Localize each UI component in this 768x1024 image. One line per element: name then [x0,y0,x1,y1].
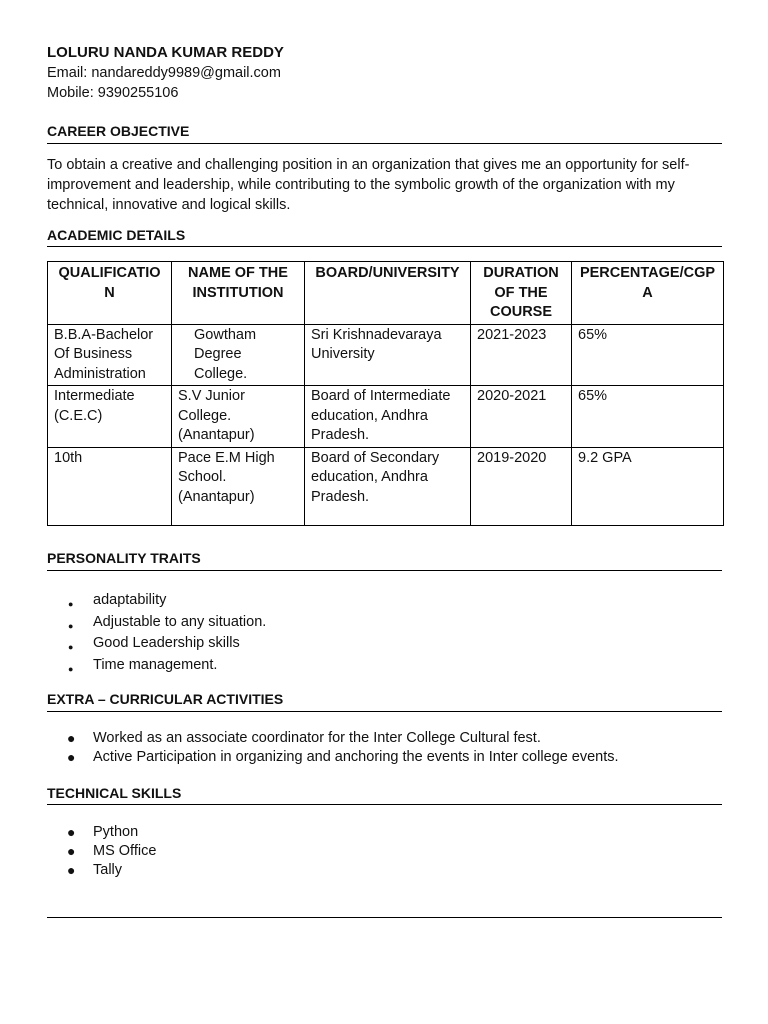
cell-percentage: 65% [572,386,724,448]
cell-duration: 2021-2023 [471,324,572,386]
technical-skills-heading: TECHNICAL SKILLS [47,785,182,801]
footer-divider [47,917,722,918]
list-item: ● Python [67,824,139,840]
mobile-line: Mobile: 9390255106 [47,85,179,101]
extra-curricular-heading: EXTRA – CURRICULAR ACTIVITIES [47,691,284,707]
cell-institution: Pace E.M High School. (Anantapur) [172,447,305,525]
col-header-institution: NAME OF THE INSTITUTION [172,262,305,325]
list-item: ● adaptability [47,590,266,612]
cell-board: Board of Intermediate education, Andhra Pradesh. [305,386,471,448]
list-item: ● Time management. [47,655,266,677]
cell-duration: 2019-2020 [471,447,572,525]
bullet-icon: ● [67,843,76,859]
list-item: ● Worked as an associate coordinator for the Inter College Cultural fest. [67,730,541,746]
academic-details-heading: ACADEMIC DETAILS [47,227,186,243]
academic-table [47,261,724,526]
cell-percentage: 65% [572,324,724,386]
list-item: ● Good Leadership skills [47,633,266,655]
list-item: ● MS Office [67,843,157,859]
col-header-board: BOARD/UNIVERSITY [305,262,471,325]
list-item: ● Adjustable to any situation. [47,612,266,634]
section-divider [47,570,722,571]
cell-institution: S.V Junior College. (Anantapur) [172,386,305,448]
candidate-name: LOLURU NANDA KUMAR REDDY [47,44,284,61]
table-row [48,447,724,525]
cell-board: Sri Krishnadevaraya University [305,324,471,386]
career-objective-text: To obtain a creative and challenging position in an organization that gives me an opportunity for self-improvement and leadership, while contributing to the symbolic growth of the organization with my technical, innovative and logical skills. [47,157,690,213]
table-row [48,324,724,386]
bullet-icon: ● [67,824,76,840]
bullet-icon: ● [68,599,74,609]
section-divider [47,246,722,247]
bullet-icon: ● [67,730,76,746]
extra-curricular-list [47,729,619,767]
cell-qualification: Intermediate (C.E.C) [48,386,172,448]
bullet-icon: ● [68,663,74,674]
bullet-icon: ● [67,862,76,878]
section-divider [47,804,722,805]
email-line: Email: nandareddy9989@gmail.com [47,65,281,81]
col-header-qualification: QUALIFICATIO N [48,262,172,325]
list-item: ● Active Participation in organizing and anchoring the events in Inter college events. [67,749,619,765]
personality-traits-heading: PERSONALITY TRAITS [47,550,201,566]
cell-qualification: 10th [48,447,172,525]
list-item: ● Tally [67,862,123,878]
bullet-icon: ● [67,749,76,765]
cell-percentage: 9.2 GPA [572,447,724,525]
section-divider [47,711,722,712]
cell-qualification: B.B.A-Bachelor Of Business Administration [48,324,172,386]
cell-institution: Gowtham Degree College. [172,324,305,386]
technical-skills-list [47,823,156,880]
cell-duration: 2020-2021 [471,386,572,448]
bullet-icon: ● [68,642,74,652]
table-row [48,386,724,448]
col-header-duration: DURATION OF THE COURSE [471,262,572,325]
cell-board: Board of Secondary education, Andhra Pradesh. [305,447,471,525]
personality-traits-list [47,590,266,676]
career-objective-heading: CAREER OBJECTIVE [47,123,190,139]
table-header-row [48,262,724,325]
bullet-icon: ● [68,620,74,631]
col-header-percentage: PERCENTAGE/CGPA [572,262,724,325]
section-divider [47,143,722,144]
